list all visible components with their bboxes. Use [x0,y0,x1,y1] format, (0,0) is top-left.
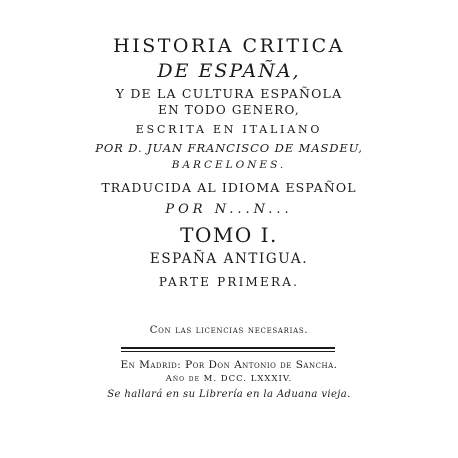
subtitle-line-2: EN TODO GENERO, [158,103,300,117]
imprint-rule-thin [121,351,335,352]
volume-number: TOMO I. [180,223,278,247]
imprint-rule-thick [121,347,335,349]
volume-title: ESPAÑA ANTIGUA. [149,251,309,267]
licences-line: Con las licencias necesarias. [149,325,309,336]
written-in-line: ESCRITA EN ITALIANO [135,123,323,136]
book-title: HISTORIA CRITICA [113,35,345,57]
translated-line: TRADUCIDA AL IDIOMA ESPAÑOL [101,180,357,195]
imprint-year: Año de M. DCC. LXXXIV. [165,374,293,384]
author-origin: BARCELONES. [171,159,287,171]
subtitle-line-1: Y DE LA CULTURA ESPAÑOLA [115,86,343,101]
author-line: POR D. JUAN FRANCISCO DE MASDEU, [95,141,363,155]
translator-line: POR N...N... [165,202,293,217]
book-title-sub: DE ESPAÑA, [157,60,301,82]
imprint-sale-location: Se hallará en su Librería en la Aduana vieja. [107,389,351,400]
imprint-place-printer: En Madrid: Por Don Antonio de Sancha. [120,359,338,371]
part-label: PARTE PRIMERA. [158,275,300,289]
